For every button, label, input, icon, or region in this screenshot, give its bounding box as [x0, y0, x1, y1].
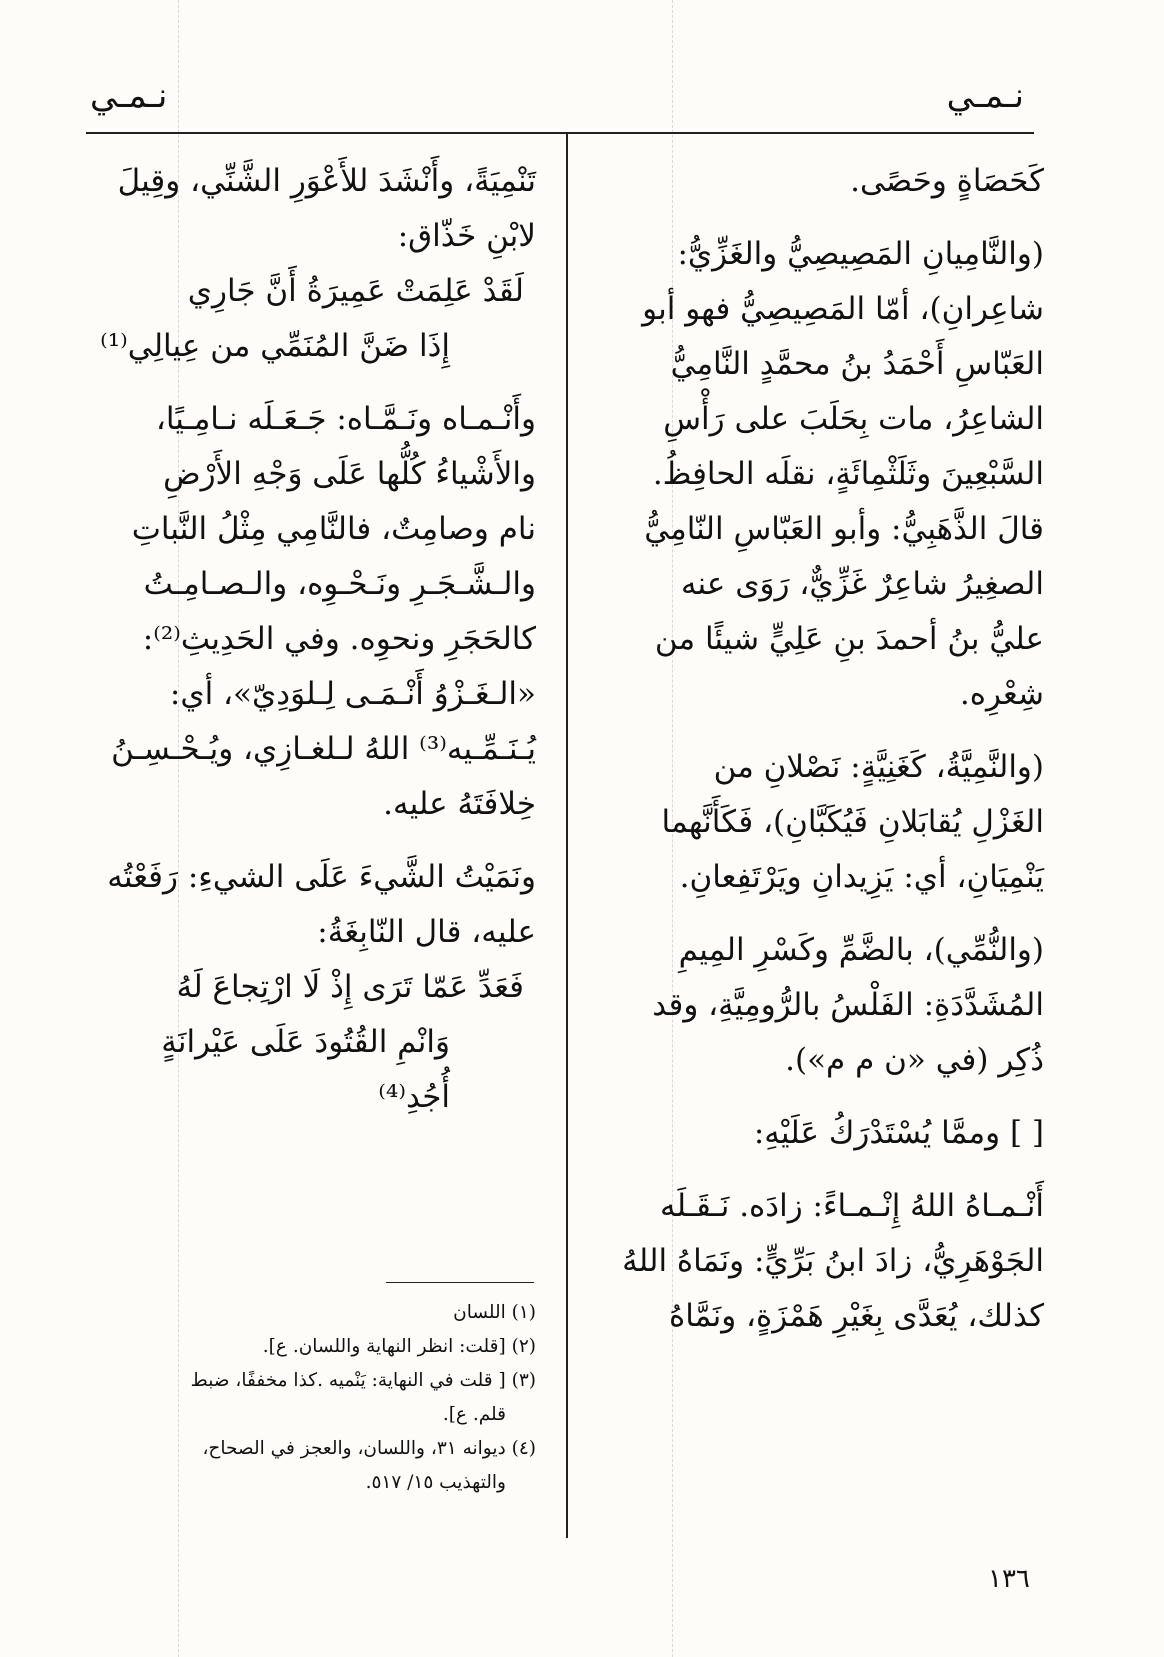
text-line: كذلك، يُعَدَّى بِغَيْرِ هَمْزَةٍ، ونَمَّاهُ — [668, 1298, 1044, 1334]
text-line: (والنَّامِيانِ المَصِيصِيُّ والغَزِّيُّ: — [677, 236, 1044, 272]
text-line: شاعِرانِ)، أمّا المَصِيصِيُّ فهو أبو — [642, 291, 1044, 327]
text-line: الصغِيرُ شاعِرٌ غَزِّيٌّ، رَوَى عنه — [680, 566, 1044, 602]
text-line: عليُّ بنُ أحمدَ بنِ عَلِيٍّ شيئًا من — [654, 621, 1044, 657]
text-line: المُشَدَّدَةِ: الفَلْسُ بالرُّومِيَّةِ، وقد — [652, 987, 1044, 1023]
text-line: وأَنْـمـاه ونَـمَّـاه: جَـعَـلَه نـامِـيًا، — [155, 401, 536, 437]
left-column — [92, 154, 536, 1125]
footnote: (١) اللسان — [453, 1302, 536, 1323]
text-line: عليه، قال النّابِغَةُ: — [317, 914, 536, 950]
text-line: والـشَّـجَـرِ ونَـحْـوِه، والـصـامِـتُ — [143, 566, 536, 602]
text-line: يُـنَـمِّـيه⁽³⁾ اللهُ لـلغـازِي، ويُـحْـسِـنُ — [111, 731, 536, 767]
header-rule — [86, 132, 1034, 134]
text-line: قالَ الذَّهَبِيُّ: وأبو العَبّاسِ النّامِيُّ — [644, 511, 1044, 547]
footnote-rule — [386, 1282, 534, 1283]
text-line: ونَمَيْتُ الشَّيءَ عَلَى الشيءِ: رَفَعْتُه — [107, 859, 536, 895]
footnote-continuation: قلم. ع]. — [442, 1404, 506, 1425]
verse-line: إِذَا ضَنَّ المُنَمِّي من عِيالِي⁽¹⁾ — [100, 328, 450, 364]
text-line: (والنُّمِّي)، بالضَّمِّ وكَسْرِ المِيمِ — [678, 932, 1044, 968]
text-line: السَّبْعِينَ وثَلَثْمِائَةٍ، نقلَه الحافِظُ. — [652, 456, 1044, 492]
text-line: شِعْرِه. — [959, 676, 1044, 712]
text-line: والأَشْياءُ كُلُّها عَلَى وَجْهِ الأَرْضِ — [163, 456, 536, 492]
right-column — [604, 154, 1044, 1344]
column-divider — [566, 132, 568, 1538]
subsection-heading: [ ] وممَّا يُسْتَدْرَكُ عَلَيْهِ: — [753, 1115, 1044, 1151]
text-line: كَحَصَاةٍ وحَصًى. — [850, 163, 1044, 199]
text-line: أَنْـمـاهُ اللهُ إِنْـمـاءً: زادَه. نَـقَـلَه — [659, 1188, 1044, 1224]
text-line: لابْنِ خَذّاق: — [397, 218, 536, 254]
footnote: (٣) [ قلت في النهاية: يَنْميه .كذا مخففًا، ضبط — [190, 1370, 536, 1391]
footnote: (٤) ديوانه ٣١، واللسان، والعجز في الصحاح، — [202, 1438, 536, 1459]
text-line: الغَزْلِ يُقابَلانِ فَيُكَبَّانِ)، فَكَأَنَّهما — [661, 804, 1044, 840]
text-line: نام وصامِتٌ، فالنَّامِي مِثْلُ النَّباتِ — [131, 511, 536, 547]
verse-line: فَعَدِّ عَمّا تَرَى إِذْ لَا ارْتِجاعَ لَهُ — [176, 969, 524, 1005]
footnote: (٢) [قلت: انظر النهاية واللسان. ع]. — [262, 1336, 536, 1357]
footnotes — [104, 1296, 536, 1500]
header-keyword-right: نـمـي — [946, 76, 1024, 116]
text-line: العَبّاسِ أَحْمَدُ بنُ محمَّدٍ النَّامِيُّ — [670, 346, 1044, 382]
footnote-continuation: والتهذيب ١٥/ ٥١٧. — [365, 1472, 506, 1493]
text-line: ذُكِر (في «ن م م»). — [785, 1042, 1044, 1078]
text-line: الشاعِرُ، مات بِحَلَبَ على رَأْسِ — [663, 401, 1044, 437]
header-keyword-left: نـمـي — [90, 76, 168, 116]
verse-line: لَقَدْ عَلِمَتْ عَمِيرَةُ أَنَّ جَارِي — [187, 273, 524, 309]
text-line: الجَوْهَرِيُّ، زادَ ابنُ بَرِّيٍّ: ونَمَاهُ اللهُ — [622, 1243, 1044, 1279]
text-line: «الـغَـزْوُ أَنْـمَـى لِـلوَدِيّ»، أي: — [169, 676, 536, 712]
page-number: ١٣٦ — [988, 1564, 1030, 1594]
text-line: خِلافَتَهُ عليه. — [383, 786, 536, 822]
text-line: (والنَّمِيَّةُ، كَغَنِيَّةٍ: نَصْلانِ من — [713, 749, 1044, 785]
text-line: كالحَجَرِ ونحوِه. وفي الحَدِيثِ⁽²⁾: — [142, 621, 536, 657]
text-line: تَنْمِيَةً، وأَنْشَدَ للأَعْوَرِ الشَّنِّي، وقِيلَ — [117, 163, 536, 199]
verse-line: وَانْمِ القُتُودَ عَلَى عَيْرانَةٍ أُجُدِ⁽⁴⁾ — [161, 1024, 450, 1115]
text-line: يَنْمِيَانِ، أي: يَزِيدانِ ويَرْتَفِعانِ. — [679, 859, 1044, 895]
